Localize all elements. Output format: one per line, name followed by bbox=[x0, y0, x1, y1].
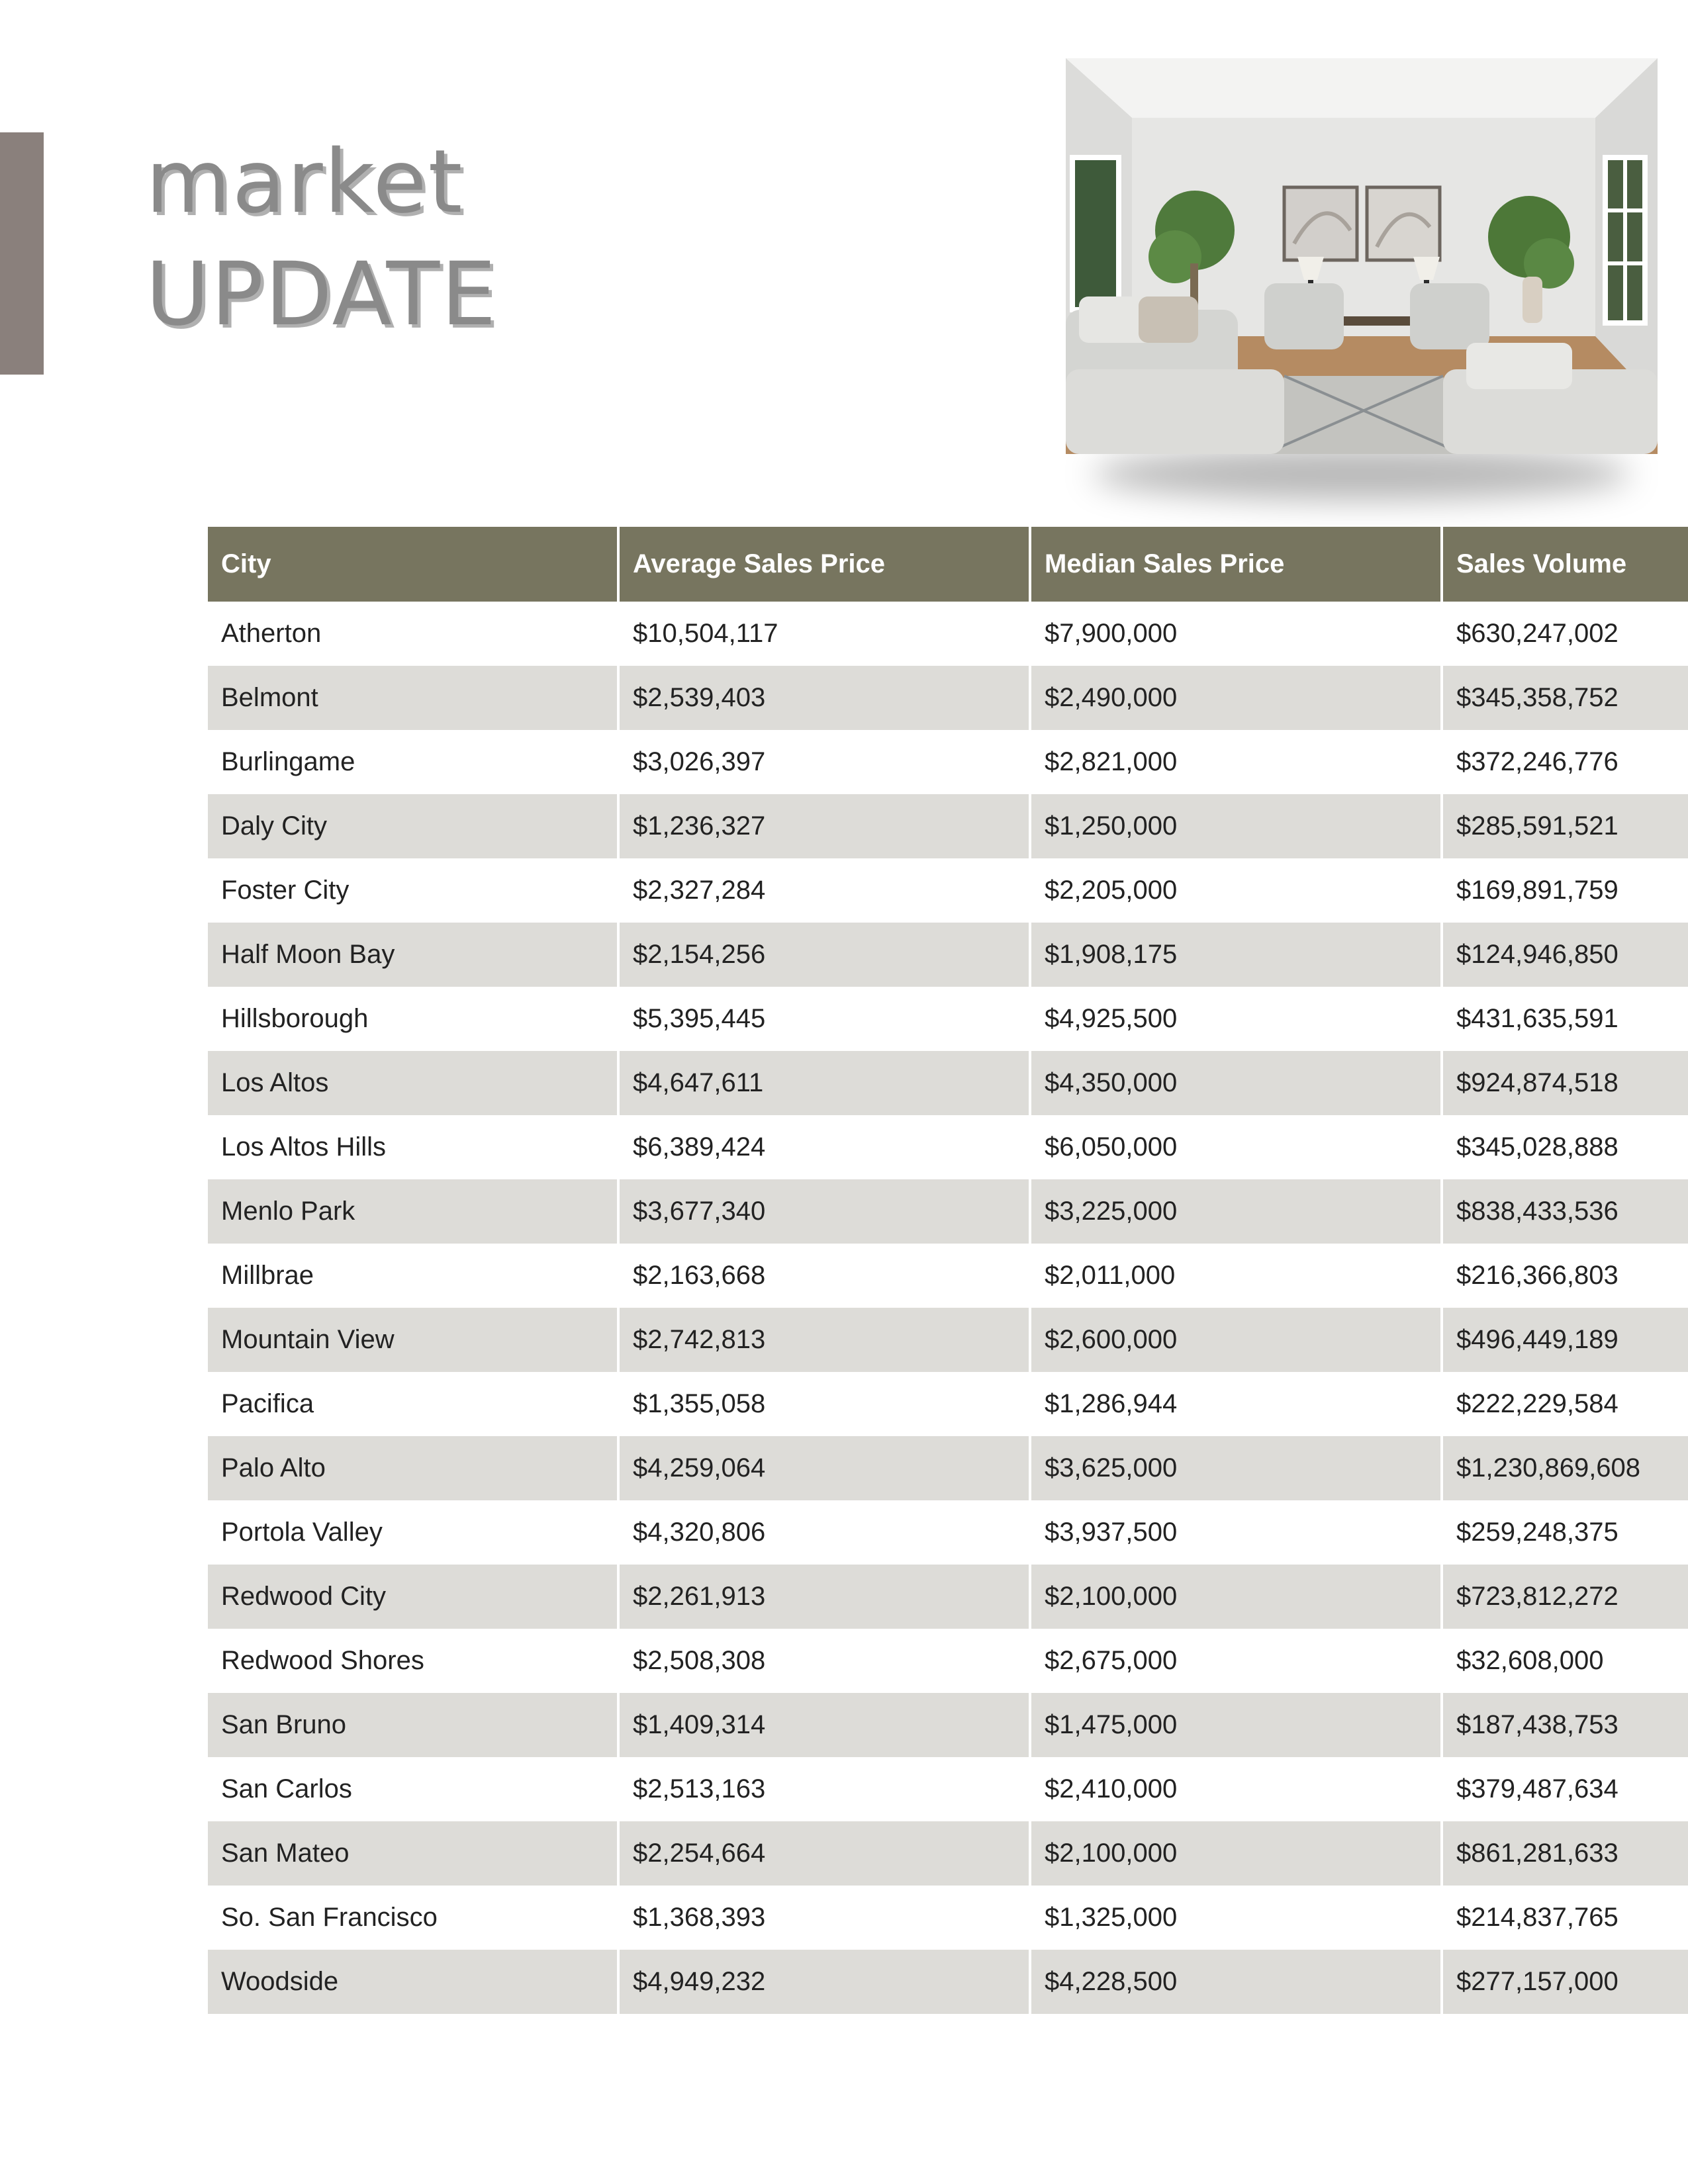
cell-city: Daly City bbox=[208, 794, 620, 858]
cell-sales-volume: $32,608,000 bbox=[1443, 1629, 1688, 1693]
cell-median-sales-price: $3,937,500 bbox=[1031, 1500, 1443, 1565]
cell-median-sales-price: $1,325,000 bbox=[1031, 1886, 1443, 1950]
table-row bbox=[208, 923, 1688, 987]
cell-city: Belmont bbox=[208, 666, 620, 730]
cell-median-sales-price: $2,410,000 bbox=[1031, 1757, 1443, 1821]
table-row bbox=[208, 1051, 1688, 1115]
table-row bbox=[208, 1308, 1688, 1372]
cell-sales-volume: $379,487,634 bbox=[1443, 1757, 1688, 1821]
cell-average-sales-price: $2,327,284 bbox=[620, 858, 1031, 923]
cell-median-sales-price: $1,250,000 bbox=[1031, 794, 1443, 858]
market-table bbox=[208, 527, 1688, 2014]
cell-sales-volume: $259,248,375 bbox=[1443, 1500, 1688, 1565]
cell-average-sales-price: $1,409,314 bbox=[620, 1693, 1031, 1757]
cell-sales-volume: $285,591,521 bbox=[1443, 794, 1688, 858]
cell-average-sales-price: $4,647,611 bbox=[620, 1051, 1031, 1115]
cell-city: Redwood City bbox=[208, 1565, 620, 1629]
header-median-sales-price: Median Sales Price bbox=[1031, 527, 1443, 602]
cell-median-sales-price: $2,011,000 bbox=[1031, 1244, 1443, 1308]
table-row bbox=[208, 1500, 1688, 1565]
living-room-photo bbox=[1066, 58, 1658, 454]
table-row bbox=[208, 1565, 1688, 1629]
cell-sales-volume: $431,635,591 bbox=[1443, 987, 1688, 1051]
cell-city: Pacifica bbox=[208, 1372, 620, 1436]
cell-average-sales-price: $1,236,327 bbox=[620, 794, 1031, 858]
cell-city: San Carlos bbox=[208, 1757, 620, 1821]
cell-city: So. San Francisco bbox=[208, 1886, 620, 1950]
cell-median-sales-price: $2,205,000 bbox=[1031, 858, 1443, 923]
table-row bbox=[208, 987, 1688, 1051]
cell-sales-volume: $1,230,869,608 bbox=[1443, 1436, 1688, 1500]
table-row bbox=[208, 602, 1688, 666]
cell-city: Woodside bbox=[208, 1950, 620, 2014]
cell-sales-volume: $124,946,850 bbox=[1443, 923, 1688, 987]
cell-sales-volume: $216,366,803 bbox=[1443, 1244, 1688, 1308]
table-row bbox=[208, 666, 1688, 730]
table-row bbox=[208, 1821, 1688, 1886]
table-row bbox=[208, 1179, 1688, 1244]
page-title bbox=[146, 126, 498, 351]
cell-median-sales-price: $4,925,500 bbox=[1031, 987, 1443, 1051]
cell-city: San Bruno bbox=[208, 1693, 620, 1757]
cell-sales-volume: $861,281,633 bbox=[1443, 1821, 1688, 1886]
cell-median-sales-price: $1,286,944 bbox=[1031, 1372, 1443, 1436]
cell-sales-volume: $630,247,002 bbox=[1443, 602, 1688, 666]
cell-median-sales-price: $4,228,500 bbox=[1031, 1950, 1443, 2014]
cell-sales-volume: $372,246,776 bbox=[1443, 730, 1688, 794]
cell-sales-volume: $345,028,888 bbox=[1443, 1115, 1688, 1179]
cell-city: Atherton bbox=[208, 602, 620, 666]
cell-average-sales-price: $6,389,424 bbox=[620, 1115, 1031, 1179]
cell-average-sales-price: $1,368,393 bbox=[620, 1886, 1031, 1950]
cell-average-sales-price: $4,949,232 bbox=[620, 1950, 1031, 2014]
header-sales-volume: Sales Volume bbox=[1443, 527, 1688, 602]
table-row bbox=[208, 1115, 1688, 1179]
cell-sales-volume: $277,157,000 bbox=[1443, 1950, 1688, 2014]
cell-median-sales-price: $6,050,000 bbox=[1031, 1115, 1443, 1179]
cell-sales-volume: $924,874,518 bbox=[1443, 1051, 1688, 1115]
table-row bbox=[208, 1757, 1688, 1821]
cell-median-sales-price: $3,625,000 bbox=[1031, 1436, 1443, 1500]
cell-city: San Mateo bbox=[208, 1821, 620, 1886]
cell-sales-volume: $496,449,189 bbox=[1443, 1308, 1688, 1372]
cell-city: Palo Alto bbox=[208, 1436, 620, 1500]
cell-sales-volume: $187,438,753 bbox=[1443, 1693, 1688, 1757]
header-city: City bbox=[208, 527, 620, 602]
cell-median-sales-price: $2,675,000 bbox=[1031, 1629, 1443, 1693]
table-row bbox=[208, 858, 1688, 923]
cell-sales-volume: $169,891,759 bbox=[1443, 858, 1688, 923]
cell-median-sales-price: $2,600,000 bbox=[1031, 1308, 1443, 1372]
cell-city: Burlingame bbox=[208, 730, 620, 794]
cell-sales-volume: $222,229,584 bbox=[1443, 1372, 1688, 1436]
cell-average-sales-price: $3,026,397 bbox=[620, 730, 1031, 794]
cell-city: Portola Valley bbox=[208, 1500, 620, 1565]
accent-bar bbox=[0, 132, 44, 375]
cell-average-sales-price: $2,539,403 bbox=[620, 666, 1031, 730]
cell-average-sales-price: $4,259,064 bbox=[620, 1436, 1031, 1500]
cell-city: Millbrae bbox=[208, 1244, 620, 1308]
cell-city: Foster City bbox=[208, 858, 620, 923]
title-line-market: market bbox=[146, 131, 464, 233]
cell-city: Hillsborough bbox=[208, 987, 620, 1051]
cell-average-sales-price: $2,163,668 bbox=[620, 1244, 1031, 1308]
cell-median-sales-price: $4,350,000 bbox=[1031, 1051, 1443, 1115]
table-row bbox=[208, 1693, 1688, 1757]
living-room-photo-icon bbox=[1066, 58, 1658, 454]
table-row bbox=[208, 1372, 1688, 1436]
cell-average-sales-price: $2,154,256 bbox=[620, 923, 1031, 987]
table-row bbox=[208, 1436, 1688, 1500]
cell-median-sales-price: $2,100,000 bbox=[1031, 1565, 1443, 1629]
cell-average-sales-price: $2,254,664 bbox=[620, 1821, 1031, 1886]
cell-sales-volume: $838,433,536 bbox=[1443, 1179, 1688, 1244]
table-header bbox=[208, 527, 1688, 602]
table-row bbox=[208, 730, 1688, 794]
cell-average-sales-price: $2,742,813 bbox=[620, 1308, 1031, 1372]
cell-average-sales-price: $2,513,163 bbox=[620, 1757, 1031, 1821]
cell-median-sales-price: $1,908,175 bbox=[1031, 923, 1443, 987]
cell-sales-volume: $214,837,765 bbox=[1443, 1886, 1688, 1950]
cell-sales-volume: $345,358,752 bbox=[1443, 666, 1688, 730]
photo-frame bbox=[1066, 58, 1658, 454]
photo-shadow bbox=[1092, 447, 1631, 500]
cell-average-sales-price: $4,320,806 bbox=[620, 1500, 1031, 1565]
cell-city: Half Moon Bay bbox=[208, 923, 620, 987]
cell-average-sales-price: $1,355,058 bbox=[620, 1372, 1031, 1436]
cell-median-sales-price: $2,821,000 bbox=[1031, 730, 1443, 794]
cell-median-sales-price: $3,225,000 bbox=[1031, 1179, 1443, 1244]
table-row bbox=[208, 794, 1688, 858]
table-body bbox=[208, 602, 1688, 2014]
table-row bbox=[208, 1244, 1688, 1308]
cell-average-sales-price: $2,261,913 bbox=[620, 1565, 1031, 1629]
cell-average-sales-price: $2,508,308 bbox=[620, 1629, 1031, 1693]
table-row bbox=[208, 1950, 1688, 2014]
cell-sales-volume: $723,812,272 bbox=[1443, 1565, 1688, 1629]
cell-city: Redwood Shores bbox=[208, 1629, 620, 1693]
table-row bbox=[208, 1886, 1688, 1950]
cell-median-sales-price: $1,475,000 bbox=[1031, 1693, 1443, 1757]
cell-median-sales-price: $2,490,000 bbox=[1031, 666, 1443, 730]
cell-city: Mountain View bbox=[208, 1308, 620, 1372]
cell-city: Menlo Park bbox=[208, 1179, 620, 1244]
cell-city: Los Altos Hills bbox=[208, 1115, 620, 1179]
title-line-update: UPDATE bbox=[146, 244, 498, 345]
header-average-sales-price: Average Sales Price bbox=[620, 527, 1031, 602]
cell-average-sales-price: $10,504,117 bbox=[620, 602, 1031, 666]
cell-average-sales-price: $5,395,445 bbox=[620, 987, 1031, 1051]
cell-city: Los Altos bbox=[208, 1051, 620, 1115]
cell-median-sales-price: $7,900,000 bbox=[1031, 602, 1443, 666]
table-row bbox=[208, 1629, 1688, 1693]
cell-average-sales-price: $3,677,340 bbox=[620, 1179, 1031, 1244]
cell-median-sales-price: $2,100,000 bbox=[1031, 1821, 1443, 1886]
